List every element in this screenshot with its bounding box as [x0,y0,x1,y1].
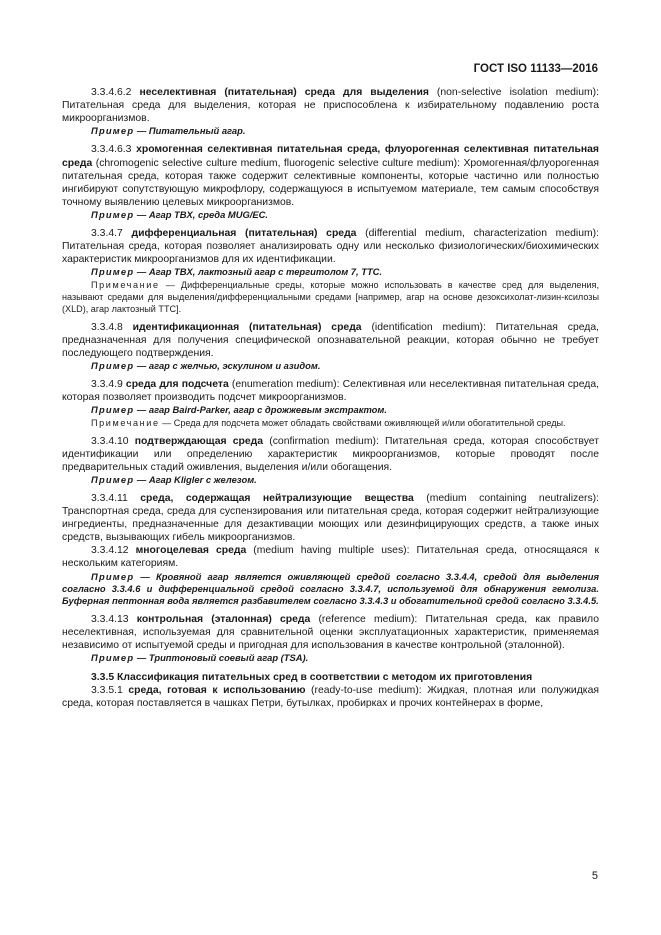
example-text: — Агар TBX, среда MUG/EC. [134,208,269,220]
note-label: Примечание [91,417,160,428]
term-name: подтверждающая среда [134,435,264,447]
note [62,417,599,429]
clause-number: 3.3.4.10 [91,435,129,447]
term-text: (chromogenic selective culture medium, fluorogenic selective culture medium): Хромогенная/флуорогенная питательная среда, которая также содержит селективные компоненты, которые частично или полностью ингибируют сопутствующую микрофлору, содержащуюся в испытуемом материале, тем самым способствуя точному выявлению целевых микроорганизмов. [62,157,599,208]
note-label: Примечание [91,279,160,290]
clause-number: 3.3.4.12 [91,545,129,557]
page-number: 5 [591,870,598,882]
example [62,404,599,416]
example-text: — Агар TBX, лактозный агар с тергитолом 7, TTC. [134,266,383,278]
example-text: — Агар Kligler с железом. [134,473,257,485]
term-name: дифференциальная (питательная) среда [131,228,357,240]
term-text: (medium having multiple uses): Питательная среда, относящаяся к нескольким категориям. [62,545,599,570]
term-text: (identification medium): Питательная среда, предназначенная для получения специфической опознавательной реакции, которая обычно не требует последующего подтверждения. [62,321,599,359]
example-text: — Триптоновый соевый агар (TSA). [134,652,309,664]
example [62,652,599,664]
note [62,279,599,315]
term-definition [62,684,599,710]
clause-number: 3.3.4.13 [91,614,129,626]
term-definition [62,613,599,652]
term-definition [62,492,599,544]
term-text: (confirmation medium): Питательная среда, которая способствует идентификации или определению характеристик микроорганизмов, которые проводят после предварительных стадий оживления, выделения и/или обогащения. [62,435,599,473]
example [62,266,599,278]
term-definition [62,435,599,474]
clause-number: 3.3.4.6.3 [91,144,132,156]
example-label: Пример [91,404,135,416]
example [62,474,599,486]
clause-number: 3.3.5 [91,671,115,683]
term-name: неселективная (питательная) среда для выделения [139,87,429,98]
clause-number: 3.3.4.8 [91,321,123,333]
term-definition [62,321,599,360]
example-label: Пример [91,125,135,137]
term-name: среда для подсчета [125,379,229,391]
example-text: — Питательный агар. [134,125,246,137]
term-name: среда, готовая к использованию [128,684,306,696]
term-text: (medium containing neutralizers): Транспортная среда, среда для суспензирования или питательная среда, которая содержит нейтрализующие ингредиенты, предназначенные для дезактивации моющих или дезинфицирующих средств, а также иных средств, вызывающих гибель микроорганизмов. [62,493,599,544]
term-name: многоцелевая среда [135,545,247,557]
example-label: Пример [91,473,135,485]
clause-number: 3.3.4.9 [91,379,123,391]
term-text: (enumeration medium): Селективная или неселективная питательная среда, которая позволяет производить подсчет микроорганизмов. [62,379,599,404]
example-text: — Кровяной агар является оживляющей средой согласно 3.3.4.4, средой для выделения согласно 3.3.4.6 и дифференциальной средой согласно 3.3.4.7, используемой для обнаружения гемолиза. Буферная пептонная вода является разбавителем согласно 3.3.4.3 и обогатительной средой согласно 3.3.4.5. [62,570,599,606]
example [62,360,599,372]
clause-number: 3.3.4.6.2 [91,87,132,98]
term-definition [62,227,599,266]
term-name: хромогенная селективная питательная среда, флуорогенная селективная питательная среда [62,144,599,169]
term-text: (reference medium): Питательная среда, как правило неселективная, используемая для сравнительной оценки эксплуатационных характеристик, применяемая независимо от испытуемой среды и пригодная для использования в качестве контрольной (эталонной). [62,614,599,652]
example-label: Пример [91,208,135,220]
clause-number: 3.3.4.11 [91,493,128,504]
term-text: (non-selective isolation medium): Питательная среда для выделения, которая не приспособлена к избирательному подавлению роста микроорганизмов. [62,87,599,125]
example [62,125,599,137]
term-name: контрольная (эталонная) среда [136,614,311,626]
section-heading [62,671,599,684]
example-text: — агар Baird-Parker, агар с дрожжевым экстрактом. [134,404,387,416]
term-text: (ready-to-use medium): Жидкая, плотная или полужидкая среда, которая поставляется в чашках Петри, бутылках, пробирках и прочих контейнерах в форме, [62,684,599,709]
example-label: Пример [91,266,135,278]
note-text: — Среда для подсчета может обладать свойствами оживляющей и/или обогатительной среды. [159,417,566,428]
term-definition [62,143,599,208]
example-text: — агар с желчью, эскулином и азидом. [134,359,321,371]
term-definition [62,86,599,125]
clause-number: 3.3.4.7 [91,228,123,240]
example [62,571,599,608]
example-label: Пример [91,570,135,582]
example-label: Пример [91,652,135,664]
example-label: Пример [91,359,135,371]
term-name: среда, содержащая нейтрализующие вещества [140,493,414,504]
term-text: (differential medium, characterization medium): Питательная среда, которая позволяет анализировать одну или несколько физиологических/биохимических характеристик микроорганизмов для их идентификации. [62,228,599,266]
document-header: ГОСТ ISO 11133—2016 [473,63,598,75]
clause-number: 3.3.5.1 [91,684,123,696]
note-text: — Дифференциальные среды, которые можно использовать в качестве сред для выделения, называют средами для выделения/дифференциальными средами [например, агар на основе дезоксихолат-лизин-ксилозы (XLD), агар лактозный TTC]. [62,279,599,314]
term-name: идентификационная (питательная) среда [132,321,362,333]
document-body [62,86,599,710]
example [62,209,599,221]
term-definition [62,544,599,570]
term-name: Классификация питательных сред в соответствии с методом их приготовления [117,671,533,683]
term-definition [62,378,599,404]
